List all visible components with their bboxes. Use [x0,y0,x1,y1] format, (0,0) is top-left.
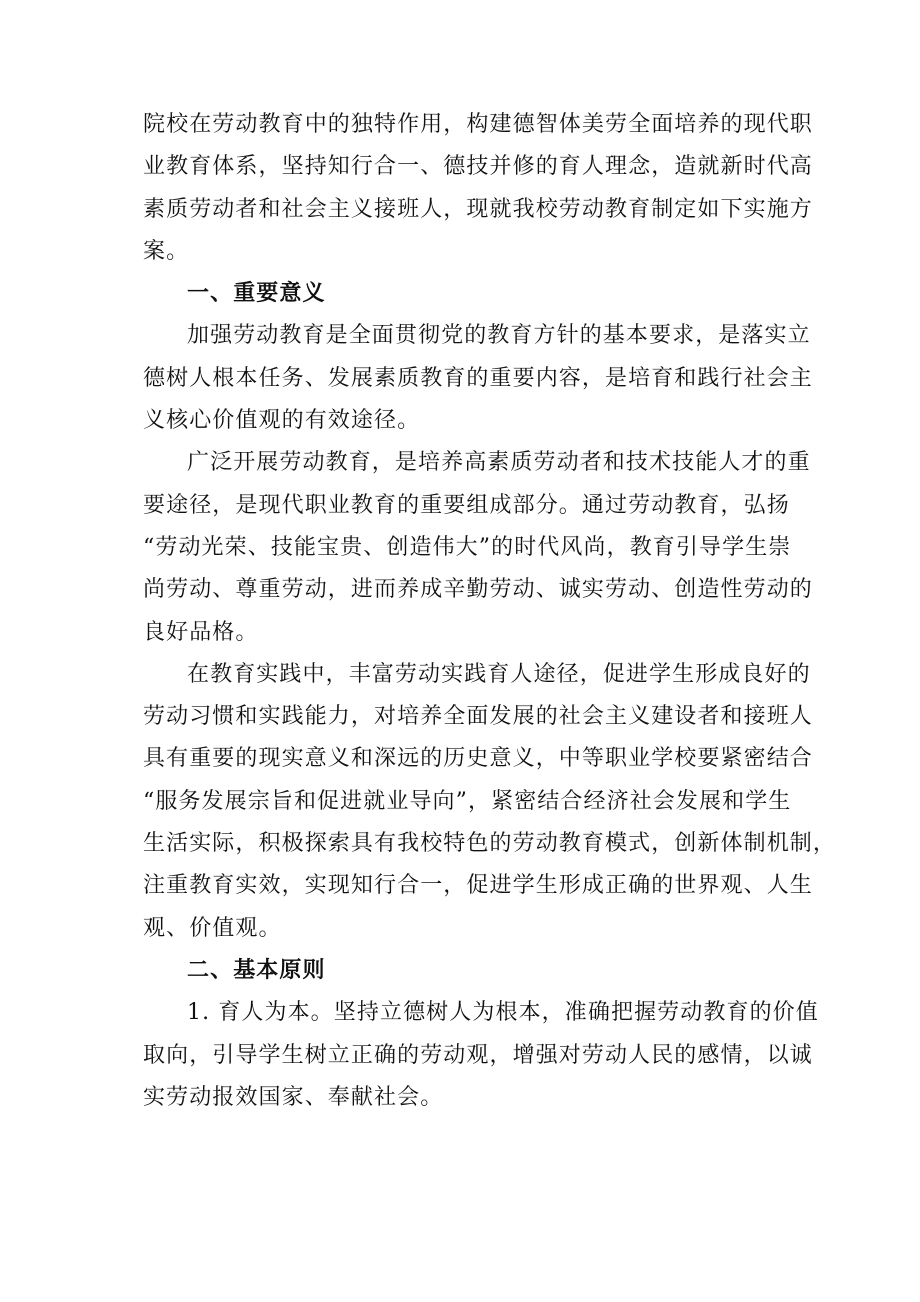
paragraph-line: 劳动习惯和实践能力，对培养全面发展的社会主义建设者和接班人 [143,704,813,730]
paragraph-line: “服务发展宗旨和促进就业导向”，紧密结合经济社会发展和学生 [143,788,792,814]
body-paragraph [143,992,819,1119]
paragraph-line: 德树人根本任务、发展素质教育的重要内容，是培育和践行社会主 [143,365,813,391]
body-paragraph [143,104,813,273]
heading-text: 一、重要意义 [187,281,326,307]
paragraph-line: 注重教育实效，实现知行合一，促进学生形成正确的世界观、人生 [143,873,813,899]
paragraph-line: 取向，引导学生树立正确的劳动观，增强对劳动人民的感情，以诚 [143,1042,813,1068]
paragraph-line: 生活实际，积极探索具有我校特色的劳动教育模式，创新体制机制， [143,831,837,857]
paragraph-line: 案。 [143,238,190,264]
paragraph-line: 院校在劳动教育中的独特作用，构建德智体美劳全面培养的现代职 [143,112,813,137]
paragraph-line: “劳动光荣、技能宝贵、创造伟大”的时代风尚，教育引导学生崇 [143,534,792,560]
section-heading [143,273,783,315]
body-paragraph [143,654,837,950]
paragraph-line: 良好品格。 [143,619,259,645]
heading-text: 二、基本原则 [187,957,326,983]
paragraph-line: 实劳动报效国家、奉献社会。 [143,1084,444,1110]
paragraph-line: 广泛开展劳动教育，是培养高素质劳动者和技术技能人才的重 [187,450,811,476]
paragraph-line: 素质劳动者和社会主义接班人，现就我校劳动教育制定如下实施方 [143,196,813,222]
body-paragraph [143,315,813,442]
document-body [143,104,837,1119]
paragraph-line: 具有重要的现实意义和深远的历史意义，中等职业学校要紧密结合 [143,746,813,772]
paragraph-line: 尚劳动、尊重劳动，进而养成辛勤劳动、诚实劳动、创造性劳动的 [143,577,813,603]
paragraph-line: 要途径，是现代职业教育的重要组成部分。通过劳动教育，弘扬 [143,492,790,518]
paragraph-line: 1. 育人为本。坚持立德树人为根本，准确把握劳动教育的价值 [187,1000,819,1026]
paragraph-line: 业教育体系，坚持知行合一、德技并修的育人理念，造就新时代高 [143,154,813,180]
section-heading [143,950,783,992]
paragraph-line: 加强劳动教育是全面贯彻党的教育方针的基本要求，是落实立 [187,323,811,349]
paragraph-line: 在教育实践中，丰富劳动实践育人途径，促进学生形成良好的 [187,661,811,687]
paragraph-line: 观、价值观。 [143,915,282,941]
body-paragraph [143,442,813,653]
paragraph-line: 义核心价值观的有效途径。 [143,408,421,434]
